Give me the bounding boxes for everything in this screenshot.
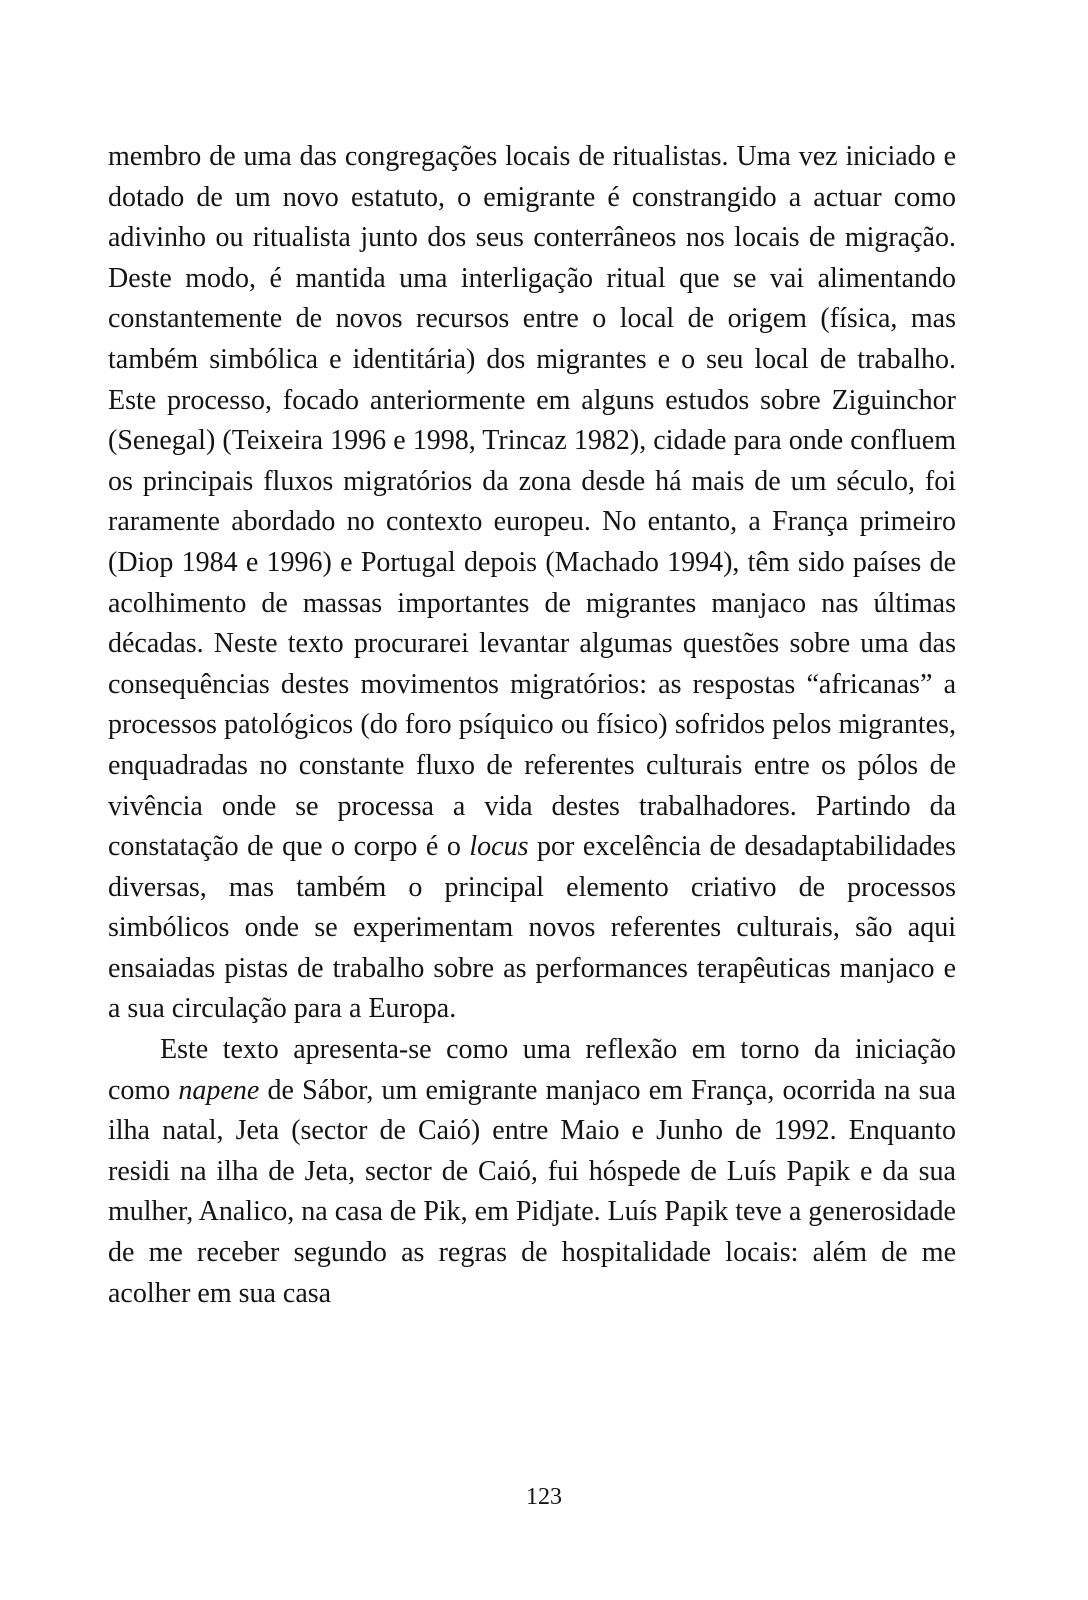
text-segment: membro de uma das congregações locais de ritualistas. Uma vez iniciado e dotado de um novo estatuto, o emigrante é constrangido a actuar como adivinho ou ritualista junto dos seus conterrâneos nos locais de migração. Deste modo, é mantida uma interligação ritual que se vai alimentando constantemente de novos recursos entre o local de origem (física, mas também simbólica e identitária) dos migrantes e o seu local de trabalho. Este processo, focado anteriormente em alguns estudos sobre Ziguinchor (Senegal) (Teixeira 1996 e 1998, Trincaz 1982), cidade para onde confluem os principais fluxos migratórios da zona desde há mais de um século, foi raramente abordado no contexto europeu. No entanto, a França primeiro (Diop 1984 e 1996) e Portugal depois (Machado 1994), têm sido países de acolhimento de massas importantes de migrantes manjaco nas últimas décadas. Neste texto procurarei levantar algumas questões sobre uma das consequências destes movimentos migratórios: as respostas “africanas” a processos patológicos (do foro psíquico ou físico) sofridos pelos migrantes, enquadradas no constante fluxo de referentes culturais entre os pólos de vivência onde se processa a vida destes trabalhadores. Partindo da constatação de que o corpo é o [108,141,956,863]
text-segment: Este texto apresenta-se como uma reflexão em torno da iniciação como [108,1034,956,1106]
text-segment: de Sábor, um emigrante manjaco em França, ocorrida na sua ilha natal, Jeta (sector de Caió) entre Maio e Junho de 1992. Enquanto residi na ilha de Jeta, sector de Caió, fui hóspede de Luís Papik e da sua mulher, Analico, na casa de Pik, em Pidjate. Luís Papik teve a generosidade de me receber segundo as regras de hospitalidade locais: além de me acolher em sua casa [108,1074,956,1309]
page-number: 123 [526,1484,562,1510]
paragraph-second [108,1030,956,1314]
text-segment: por excelência de desadaptabilidades diversas, mas também o principal elemento criativo de processos simbólicos onde se experimentam novos referentes culturais, são aqui ensaiadas pistas de trabalho sobre as performances terapêuticas manjaco e a sua circulação para a Europa. [108,831,956,1025]
body-text [108,137,956,1314]
paragraph-continued [108,137,956,1030]
italic-term-locus: locus [469,831,529,863]
italic-term-napene: napene [178,1074,260,1106]
